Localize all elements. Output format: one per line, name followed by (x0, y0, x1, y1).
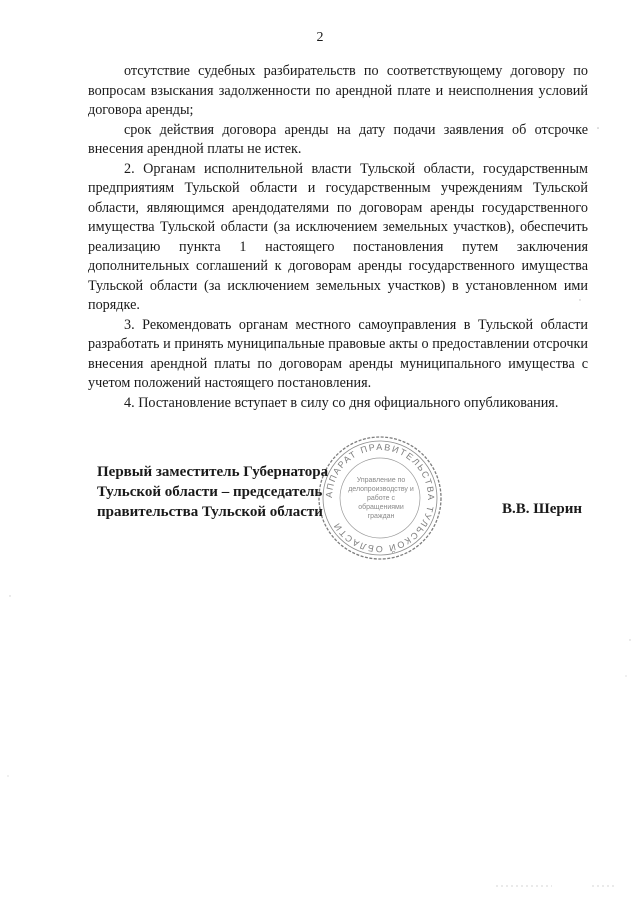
scan-speck (597, 127, 599, 129)
document-body (88, 62, 588, 413)
paragraph-item-4: 4. Постановление вступает в силу со дня официального опубликования. (124, 394, 559, 411)
signature-position-line-2: Тульской области – председатель (97, 484, 323, 500)
paragraph-item-2: 2. Органам исполнительной власти Тульской области, государственным предприятиям Тульской области и государственным учреждениям Тульской области, являющимся арендодателями по договорам аренды государственного имущества Тульской области (за исключением земельных участков), обеспечить реализацию пункта 1 настоящего постановления путем заключения дополнительных соглашений к договорам аренды государственного имущества Тульской области (за исключением земельных участков) в установленном ими порядке. (88, 160, 588, 313)
signature-position (97, 462, 328, 522)
scan-speck (629, 639, 630, 640)
page-number: 2 (316, 30, 324, 45)
scan-speck (625, 675, 626, 676)
scan-speck (7, 775, 8, 776)
scan-speck (9, 595, 10, 596)
paragraph-item-3: 3. Рекомендовать органам местного самоуправления в Тульской области разработать и принять муниципальные правовые акты о предоставлении отсрочки внесения арендной платы по договорам аренды муниципального имущества с учетом положений настоящего постановления. (88, 316, 588, 391)
paragraph-no-litigation: отсутствие судебных разбирательств по соответствующему договору по вопросам взыскания задолженности по арендной плате и неисполнения условий договора аренды; (88, 63, 588, 118)
paragraph-lease-term: срок действия договора аренды на дату подачи заявления об отсрочке внесения арендной платы не истек. (88, 121, 588, 157)
signature-position-line-1: Первый заместитель Губернатора (97, 464, 329, 480)
stamp-inner-text: Управление по делопроизводству и работе с обращениями граждан (348, 477, 414, 520)
stamp-ring-text: АППАРАТ ПРАВИТЕЛЬСТВА ТУЛЬСКОЙ ОБЛАСТИ (323, 441, 437, 555)
signature-position-line-3: правительства Тульской области (97, 504, 323, 520)
signer-name: В.В. Шерин (502, 501, 583, 517)
